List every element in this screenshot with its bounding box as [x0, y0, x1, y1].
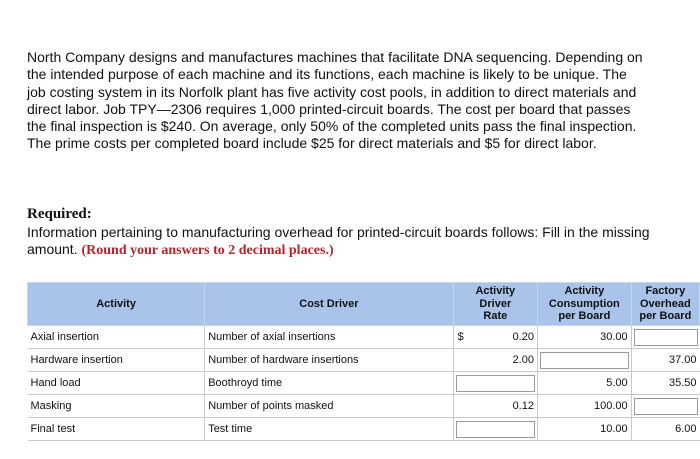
activity-cell: Hand load	[28, 372, 205, 395]
header-consumption-line-3: per Board	[558, 310, 611, 323]
answer-box[interactable]	[456, 375, 535, 392]
factory-overhead-cell: 37.00	[631, 349, 699, 372]
answer-box[interactable]	[456, 421, 535, 438]
answer-box[interactable]	[634, 398, 698, 415]
header-rate-line-3: Rate	[483, 310, 508, 323]
cost-driver-cell: Number of hardware insertions	[205, 349, 453, 372]
header-consumption-line-1: Activity	[564, 285, 605, 298]
overhead-table	[27, 282, 700, 441]
table-header-row	[28, 283, 700, 326]
consumption-cell: 5.00	[537, 372, 631, 395]
header-cost-driver: Cost Driver	[205, 283, 453, 326]
activity-cell: Masking	[28, 395, 205, 418]
table-row	[28, 372, 700, 395]
rounding-note: (Round your answers to 2 decimal places.)	[81, 243, 334, 259]
rate-cell	[453, 326, 537, 349]
header-rate-line-2: Driver	[479, 297, 512, 310]
activity-cell: Hardware insertion	[28, 349, 205, 372]
consumption-input[interactable]	[537, 349, 631, 372]
factory-overhead-input[interactable]	[631, 326, 699, 349]
header-factory-line-3: per Board	[639, 310, 692, 323]
header-activity-driver-rate	[453, 283, 537, 326]
activity-cell: Final test	[28, 418, 205, 441]
activity-cell: Axial insertion	[28, 326, 205, 349]
factory-overhead-input[interactable]	[631, 395, 699, 418]
cost-driver-cell: Test time	[205, 418, 453, 441]
factory-overhead-cell: 6.00	[631, 418, 699, 441]
problem-intro: North Company designs and manufactures machines that facilitate DNA sequencing. Depending on the intended purpose of each machine and its functions, each machine is likely to be unique. The job costing system in its Norfolk plant has five activity cost pools, in addition to direct materials and direct labor. Job TPY—2306 requires 1,000 printed-circuit boards. The cost per board that passes the final inspection is $240. On average, only 50% of the completed units pass the final inspection. The prime costs per completed board include $25 for direct materials and $5 for direct labor.	[27, 49, 643, 152]
required-text	[27, 224, 677, 260]
answer-box[interactable]	[540, 352, 629, 369]
rate-input[interactable]	[453, 372, 537, 395]
cost-driver-cell: Number of points masked	[205, 395, 453, 418]
table-row	[28, 418, 700, 441]
rate-input[interactable]	[453, 418, 537, 441]
consumption-cell: 30.00	[537, 326, 631, 349]
required-heading: Required:	[27, 206, 92, 222]
header-activity-consumption	[537, 283, 631, 326]
rate-cell: 0.12	[453, 395, 537, 418]
currency-symbol: $	[457, 331, 464, 343]
table-row	[28, 326, 700, 349]
table-row	[28, 349, 700, 372]
consumption-cell: 100.00	[537, 395, 631, 418]
cost-driver-cell: Number of axial insertions	[205, 326, 453, 349]
required-instructions: Information pertaining to manufacturing overhead for printed-circuit boards follows: Fill in the missing amount.	[27, 224, 650, 258]
table-row	[28, 395, 700, 418]
header-rate-line-1: Activity	[475, 285, 516, 298]
consumption-cell: 10.00	[537, 418, 631, 441]
header-factory-line-2: Overhead	[639, 297, 691, 310]
factory-overhead-cell: 35.50	[631, 372, 699, 395]
header-factory-overhead	[631, 283, 699, 326]
answer-box[interactable]	[634, 329, 698, 346]
header-factory-line-1: Factory	[645, 285, 686, 298]
rate-value: 0.20	[512, 331, 534, 343]
cost-driver-cell: Boothroyd time	[205, 372, 453, 395]
rate-cell: 2.00	[453, 349, 537, 372]
header-consumption-line-2: Consumption	[548, 297, 620, 310]
header-activity: Activity	[28, 283, 205, 326]
